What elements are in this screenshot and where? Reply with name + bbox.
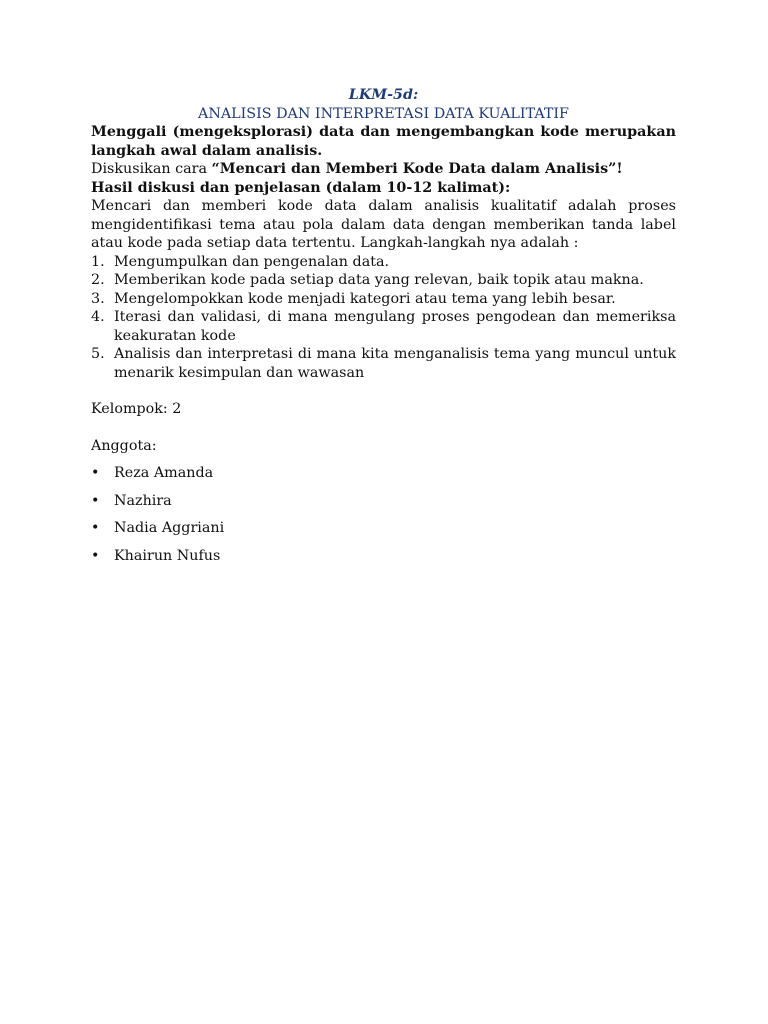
discussion-prompt xyxy=(91,160,676,179)
discussion-prefix: Diskusikan cara xyxy=(91,161,212,177)
result-heading: Hasil diskusi dan penjelasan (dalam 10-12 kalimat): xyxy=(91,179,511,196)
worksheet-title: ANALISIS DAN INTERPRETASI DATA KUALITATIF xyxy=(198,105,569,122)
list-item xyxy=(91,547,676,566)
member-name: Nadia Aggriani xyxy=(114,520,225,536)
discussion-topic: “Mencari dan Memberi Kode Data dalam Analisis”! xyxy=(211,161,623,177)
step-text: Mengumpulkan dan pengenalan data. xyxy=(114,253,390,270)
step-number: 2. xyxy=(91,272,105,288)
member-name: Khairun Nufus xyxy=(114,547,221,564)
group-label: Kelompok: 2 xyxy=(91,401,182,417)
list-item xyxy=(91,345,676,382)
step-text: Memberikan kode pada setiap data yang relevan, baik topik atau makna. xyxy=(114,272,644,288)
list-item xyxy=(91,271,676,290)
bullet-icon: • xyxy=(91,465,100,481)
members-list xyxy=(91,464,676,565)
step-number: 4. xyxy=(91,309,105,325)
step-number: 5. xyxy=(91,346,105,362)
list-item xyxy=(91,464,676,483)
steps-list xyxy=(91,253,676,383)
worksheet-code: LKM-5d: xyxy=(348,87,419,103)
step-text: Mengelompokkan kode menjadi kategori atau tema yang lebih besar. xyxy=(114,290,616,307)
step-number: 3. xyxy=(91,290,105,307)
member-name: Nazhira xyxy=(114,492,172,509)
list-item xyxy=(91,253,676,272)
step-text: Analisis dan interpretasi di mana kita menganalisis tema yang muncul untuk menarik kesimpulan dan wawasan xyxy=(114,346,676,381)
list-item xyxy=(91,519,676,538)
bullet-icon: • xyxy=(91,520,100,536)
step-number: 1. xyxy=(91,253,105,270)
list-item xyxy=(91,290,676,309)
members-label: Anggota: xyxy=(91,437,157,454)
answer-paragraph: Mencari dan memberi kode data dalam analisis kualitatif adalah proses mengidentifikasi tema atau pola dalam data dengan memberikan tanda label atau kode pada setiap data tertentu. Langkah-langkah nya adalah : xyxy=(91,198,676,251)
intro-statement: Menggali (mengeksplorasi) data dan mengembangkan kode merupakan langkah awal dalam analisis. xyxy=(91,124,676,159)
list-item xyxy=(91,308,676,345)
bullet-icon: • xyxy=(91,547,100,564)
step-text: Iterasi dan validasi, di mana mengulang proses pengodean dan memeriksa keakuratan kode xyxy=(114,309,676,344)
list-item xyxy=(91,492,676,511)
bullet-icon: • xyxy=(91,492,100,509)
member-name: Reza Amanda xyxy=(114,465,214,481)
